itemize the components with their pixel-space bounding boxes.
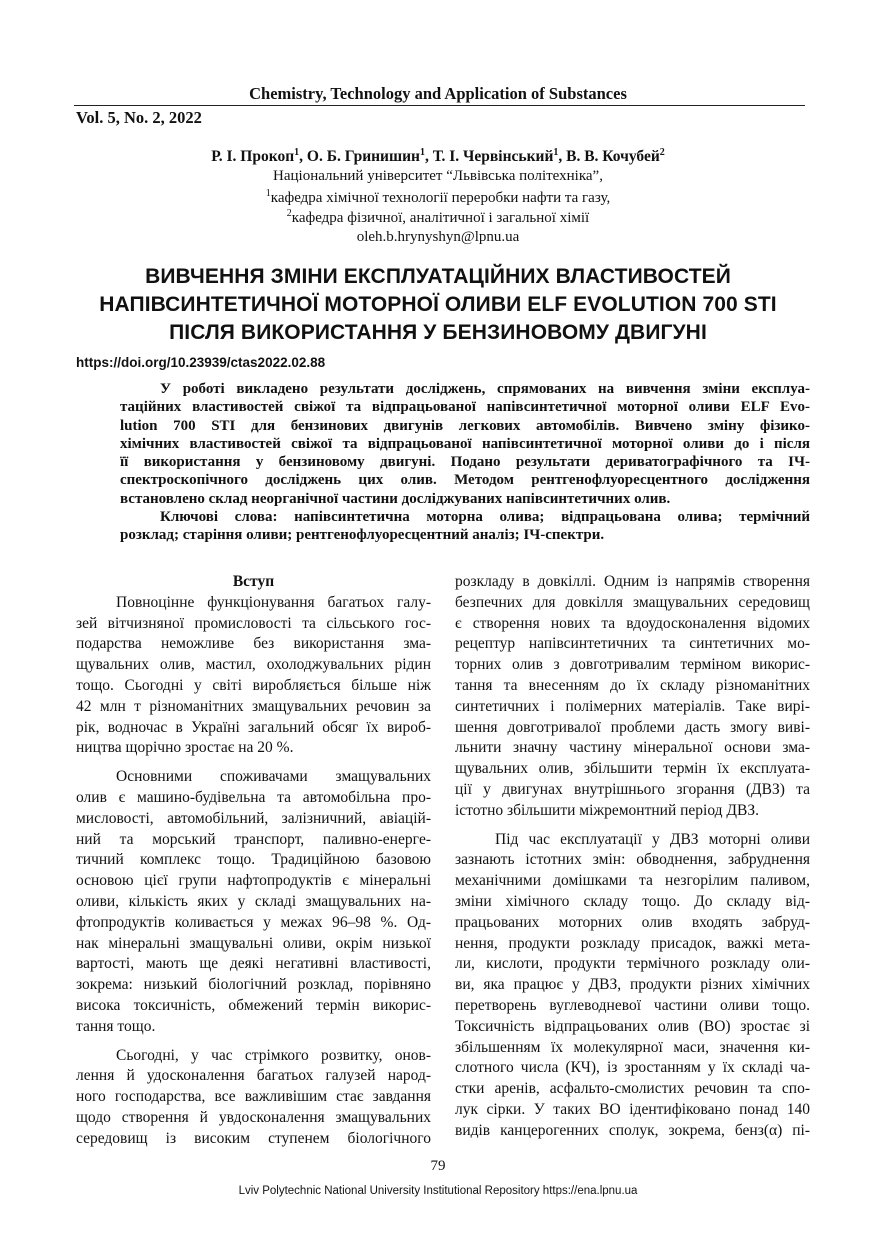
- abstract-line: lution 700 STI для бензинових двигунів легкових автомобілів. Вивчено зміну фізико-: [120, 417, 810, 434]
- left-column: [76, 572, 431, 1150]
- body-line: мисловості, автомобільний, залізничний, авіацій-: [76, 809, 431, 827]
- right-column: [455, 572, 810, 1142]
- body-line: торних олив з довготривалим терміном викорис-: [455, 656, 810, 674]
- body-line: льнити значну частину мінеральної основи зма-: [455, 739, 810, 757]
- body-line: лення й удосконалення багатьох галузей народ-: [76, 1067, 431, 1085]
- body-line: зей вітчизняної промисловості та сільського гос-: [76, 614, 431, 632]
- body-line: щодо створення й увдосконалення змащувальних: [76, 1108, 431, 1126]
- abstract-line: таційних властивостей свіжої та відпрацьованої напівсинтетичної моторної оливи ELF Evo-: [120, 399, 810, 416]
- body-line: стки аренів, асфальто-смолистих речовин та спо-: [455, 1080, 810, 1098]
- affiliation-dept-1-text: кафедра хімічної технології переробки нафти та газу,: [270, 190, 611, 206]
- body-line: лук сірки. У таких ВО ідентифіковано понад 140: [455, 1100, 810, 1118]
- body-line: зокрема: низький біологічний розклад, порівняно: [76, 976, 431, 994]
- body-line: ний та морський транспорт, паливно-енергe-: [76, 830, 431, 848]
- body-line: шення довготривалої проблеми дасть змогу виві-: [455, 718, 810, 736]
- body-line: ництва щорічно зростає на 20 %.: [76, 739, 294, 757]
- contact-email[interactable]: oleh.b.hrynyshyn@lpnu.ua: [356, 229, 520, 245]
- abstract: [120, 380, 810, 545]
- body-line: тання та внесенням до їх складу різноманітних: [455, 676, 810, 694]
- author-name: В. В. Кочубей: [566, 148, 660, 166]
- affiliation-dept-2-text: кафедра фізичної, аналітичної і загальної хімії: [291, 210, 590, 226]
- body-line: Повноцінне функціонування багатьох галу-: [116, 593, 431, 611]
- body-line: тання тощо.: [76, 1017, 156, 1035]
- body-line: слотного числа (КЧ), із зростанням у їх складі ча-: [455, 1059, 810, 1077]
- body-line: олив є машино-будівельна та автомобільна про-: [76, 788, 431, 806]
- affiliation-dept-1: [0, 188, 876, 207]
- body-line: зміни хімічного складу тощо. До складу від-: [455, 892, 810, 910]
- affiliation-dept-2: [0, 208, 876, 227]
- paragraph-gap: [76, 1038, 431, 1046]
- repository-footer: Lviv Polytechnic National University Institutional Repository https://ena.lpnu.ua: [238, 1185, 638, 1197]
- body-line: оливи, кількість яких у складі змащувальних на-: [76, 892, 431, 910]
- article-title-line-3: ПІСЛЯ ВИКОРИСТАННЯ У БЕНЗИНОВОМУ ДВИГУНІ: [169, 321, 707, 344]
- body-line: ного господарства, все важливішим стає завдання: [76, 1088, 431, 1106]
- authors-line: [0, 147, 876, 166]
- abstract-line: спектроскопічного досліджень цих олив. Методом рентгенофлуоресцентного дослідження: [120, 472, 810, 489]
- body-line: працьованих моторних олив входять забруд-: [455, 913, 810, 931]
- body-line: механічними домішками та незгорілим паливом,: [455, 872, 810, 890]
- body-line: фтопродуктів коливається у межах 96–98 %. Од-: [76, 913, 431, 931]
- volume-issue: Vol. 5, No. 2, 2022: [76, 108, 202, 127]
- article-title-line-2: НАПІВСИНТЕТИЧНОЇ МОТОРНОЇ ОЛИВИ ELF EVOLUTION 700 STI: [99, 293, 777, 316]
- body-line: Токсичність відпрацьованих олив (ВО) зростає зі: [455, 1017, 810, 1035]
- body-line: ли, кислоти, продукти термічного розкладу оли-: [455, 955, 810, 973]
- abstract-line: хімічних властивостей свіжої та відпрацьованої напівсинтетичної моторної оливи до і після: [120, 435, 810, 452]
- body-line: подарства неможливе без використання зма-: [76, 635, 431, 653]
- author-affiliation-mark: 1: [419, 147, 425, 158]
- doi-link[interactable]: https://doi.org/10.23939/ctas2022.02.88: [76, 355, 326, 370]
- body-line: є створення нових та вдоудосконалення відомих: [455, 614, 810, 632]
- author-affiliation-mark: 1: [553, 147, 559, 158]
- body-line: нак мінеральні змащувальні оливи, окрім низької: [76, 934, 431, 952]
- body-line: розкладу в довкіллі. Одним із напрямів створення: [455, 573, 810, 590]
- author-affiliation-mark: 2: [659, 147, 665, 158]
- body-line: збільшенням їх молекулярної маси, значення ки-: [455, 1038, 810, 1056]
- keywords-line: розклад; старіння оливи; рентгенофлуоресцентний аналіз; ІЧ-спектри.: [120, 527, 605, 544]
- body-line: видів канцерогенних сполук, зокрема, бенз(α) пі-: [455, 1121, 810, 1139]
- body-line: вартості, мають ще деякі негативні властивості,: [76, 955, 431, 973]
- article-title-line-1: ВИВЧЕННЯ ЗМІНИ ЕКСПЛУАТАЦІЙНИХ ВЛАСТИВОСТЕЙ: [145, 265, 731, 288]
- body-line: 42 млн т різноманітних змащувальних речовин за: [76, 697, 431, 715]
- body-line: перетворень вуглеводневої частини оливи тощо.: [455, 996, 810, 1014]
- body-line: тичний комплекс тощо. Традиційною базовою: [76, 851, 431, 869]
- body-line: висока токсичність, обмежений термін викорис-: [76, 996, 431, 1014]
- journal-title: Chemistry, Technology and Application of Substances: [249, 84, 627, 103]
- body-line: щувальних олив, мастил, охолоджувальних рідин: [76, 656, 431, 674]
- body-line: Під час експлуатації у ДВЗ моторні оливи: [495, 830, 810, 848]
- author-name: О. Б. Гринишин: [306, 148, 420, 166]
- paragraph-gap: [455, 822, 810, 830]
- body-line: тощо. Сьогодні у світі виробляється більше ніж: [76, 676, 431, 694]
- author-separator: ,: [558, 148, 567, 166]
- author-name: Р. І. Прокоп: [211, 148, 295, 166]
- paragraph-gap: [76, 759, 431, 767]
- author-separator: ,: [424, 148, 433, 166]
- body-line: безпечних для довкілля змащувальних середовищ: [455, 593, 810, 611]
- abstract-line: її використання у бензиновому двигуні. Подано результати дериватографічного та ІЧ-: [120, 454, 810, 471]
- body-line: зазнають істотних змін: обводнення, забруднення: [455, 851, 810, 869]
- body-line: щувальних олив, збільшити термін їх експлуата-: [455, 760, 810, 778]
- body-line: рецептур напівсинтетичних та синтетичних мо-: [455, 635, 810, 653]
- page-number: 79: [430, 1158, 446, 1174]
- body-line: ви, яка працює у ДВЗ, продукти різних хімічних: [455, 976, 810, 994]
- author-separator: ,: [299, 148, 307, 166]
- abstract-line: У роботі викладено результати досліджень, спрямованих на вивчення зміни експлуа-: [160, 381, 810, 397]
- body-line: істотно збільшити міжремонтний період ДВЗ.: [455, 801, 759, 819]
- header-rule: [74, 105, 805, 106]
- body-line: основою цієї групи нафтопродуктів є мінеральні: [76, 872, 431, 890]
- body-line: ції у двигунах внутрішнього згорання (ДВЗ) та: [455, 780, 810, 798]
- affiliation-university: Національний університет “Львівська політехніка”,: [273, 168, 603, 184]
- intro-heading: Вступ: [232, 573, 275, 590]
- affiliation-mark-2: 2: [286, 208, 292, 219]
- body-line: середовищ із високим ступенем біологічного: [76, 1129, 431, 1147]
- affiliation-mark-1: 1: [265, 188, 271, 199]
- keywords-line: Ключові слова: напівсинтетична моторна олива; відпрацьована олива; термічний: [160, 509, 810, 526]
- body-line: синтетичних і полімерних матеріалів. Таке вирі-: [455, 697, 810, 715]
- abstract-line: встановлено склад неорганічної частини досліджуваних напівсинтетичних олив.: [120, 490, 671, 507]
- author-affiliation-mark: 1: [294, 147, 300, 158]
- body-line: Сьогодні, у час стрімкого розвитку, онов-: [116, 1046, 431, 1064]
- author-name: Т. І. Червінський: [432, 148, 554, 166]
- body-line: нення, продукти розкладу присадок, важкі мета-: [455, 934, 810, 952]
- body-line: Основними споживачами змащувальних: [116, 768, 431, 786]
- body-line: рік, водночас в Україні загальний обсяг їх вироб-: [76, 718, 431, 736]
